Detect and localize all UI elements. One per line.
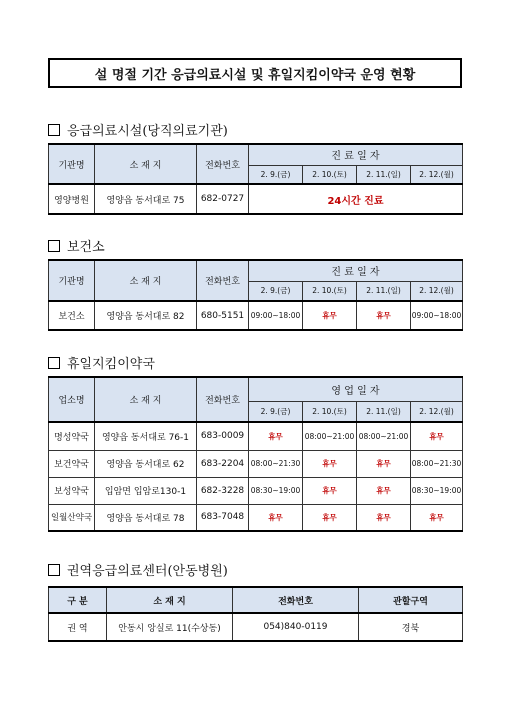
header-date: 2. 9.(금): [249, 281, 303, 301]
cell-phone: 682-0727: [197, 184, 249, 214]
header-name: 업소명: [49, 377, 95, 422]
section-heading-health-center: [48, 236, 105, 255]
checkbox-icon: [48, 357, 60, 369]
cell-address: 영양읍 동서대로 75: [95, 184, 197, 214]
cell-area: 경북: [359, 613, 463, 641]
cell-division: 권 역: [49, 613, 107, 641]
section-heading-emergency: [48, 120, 228, 139]
pharmacy-table: [48, 376, 463, 532]
cell-name: 보성약국: [49, 477, 95, 504]
cell-note: 24시간 진료: [249, 184, 463, 214]
cell-hours: 휴무: [303, 477, 357, 504]
header-name: 기관명: [49, 144, 95, 184]
cell-hours: 09:00~18:00: [411, 301, 463, 330]
cell-hours: 휴무: [357, 301, 411, 330]
page-title: 설 명절 기간 응급의료시설 및 휴일지킴이약국 운영 현황: [48, 58, 462, 88]
checkbox-icon: [48, 124, 60, 136]
header-date: 2. 11.(일): [357, 165, 411, 184]
cell-hours: 08:30~19:00: [249, 477, 303, 504]
cell-phone: 683-0009: [197, 422, 249, 450]
header-date: 2. 9.(금): [249, 165, 303, 184]
header-address: 소 재 지: [95, 260, 197, 301]
header-date: 2. 9.(금): [249, 401, 303, 422]
section-title: 권역응급의료센터(안동병원): [67, 564, 228, 579]
header-period: 진 료 일 자: [249, 144, 463, 165]
header-phone: 전화번호: [197, 144, 249, 184]
cell-hours: 휴무: [357, 477, 411, 504]
header-period: 영 업 일 자: [249, 377, 463, 401]
header-area: 관할구역: [359, 587, 463, 613]
cell-hours: 휴무: [411, 504, 463, 531]
cell-address: 영양읍 동서대로 76-1: [95, 422, 197, 450]
cell-phone: 683-7048: [197, 504, 249, 531]
checkbox-icon: [48, 240, 60, 252]
cell-phone: 683-2204: [197, 450, 249, 477]
cell-hours: 08:00~21:00: [303, 422, 357, 450]
header-name: 기관명: [49, 260, 95, 301]
section-title: 보건소: [67, 240, 105, 255]
section-title: 응급의료시설(당직의료기관): [67, 124, 228, 139]
regional-center-table: [48, 586, 463, 642]
header-date: 2. 12.(월): [411, 165, 463, 184]
header-date: 2. 10.(토): [303, 165, 357, 184]
cell-hours: 09:00~18:00: [249, 301, 303, 330]
header-date: 2. 12.(월): [411, 401, 463, 422]
cell-phone: 054)840-0119: [233, 613, 359, 641]
checkbox-icon: [48, 564, 60, 576]
cell-phone: 680-5151: [197, 301, 249, 330]
header-division: 구 분: [49, 587, 107, 613]
cell-hours: 08:30~19:00: [411, 477, 463, 504]
emergency-table: [48, 143, 463, 215]
cell-address: 입암면 입암로130-1: [95, 477, 197, 504]
section-title: 휴일지킴이약국: [67, 357, 155, 372]
table-row: [49, 422, 463, 450]
cell-hours: 휴무: [357, 450, 411, 477]
cell-name: 보건소: [49, 301, 95, 330]
header-address: 소 재 지: [95, 144, 197, 184]
cell-hours: 08:00~21:00: [357, 422, 411, 450]
table-row: [49, 477, 463, 504]
header-address: 소 재 지: [95, 377, 197, 422]
cell-name: 명성약국: [49, 422, 95, 450]
header-period: 진 료 일 자: [249, 260, 463, 281]
cell-hours: 08:00~21:30: [411, 450, 463, 477]
table-row: [49, 450, 463, 477]
cell-address: 영양읍 동서대로 62: [95, 450, 197, 477]
header-date: 2. 11.(일): [357, 281, 411, 301]
health-center-table: [48, 259, 463, 331]
header-address: 소 재 지: [107, 587, 233, 613]
table-row: [49, 504, 463, 531]
table-row: [49, 301, 463, 330]
header-date: 2. 10.(토): [303, 401, 357, 422]
cell-name: 일월산약국: [49, 504, 95, 531]
cell-hours: 휴무: [303, 301, 357, 330]
table-row: [49, 613, 463, 641]
cell-hours: 휴무: [411, 422, 463, 450]
header-date: 2. 11.(일): [357, 401, 411, 422]
header-phone: 전화번호: [197, 260, 249, 301]
section-heading-regional-center: [48, 560, 228, 579]
header-phone: 전화번호: [197, 377, 249, 422]
cell-address: 안동시 앙실로 11(수상동): [107, 613, 233, 641]
cell-hours: 휴무: [249, 504, 303, 531]
cell-hours: 08:00~21:30: [249, 450, 303, 477]
header-phone: 전화번호: [233, 587, 359, 613]
section-heading-pharmacy: [48, 353, 155, 372]
cell-hours: 휴무: [357, 504, 411, 531]
header-date: 2. 12.(월): [411, 281, 463, 301]
cell-name: 영양병원: [49, 184, 95, 214]
header-date: 2. 10.(토): [303, 281, 357, 301]
cell-hours: 휴무: [303, 450, 357, 477]
cell-hours: 휴무: [249, 422, 303, 450]
cell-name: 보건약국: [49, 450, 95, 477]
cell-address: 영양읍 동서대로 82: [95, 301, 197, 330]
cell-address: 영양읍 동서대로 78: [95, 504, 197, 531]
cell-phone: 682-3228: [197, 477, 249, 504]
cell-hours: 휴무: [303, 504, 357, 531]
table-row: [49, 184, 463, 214]
